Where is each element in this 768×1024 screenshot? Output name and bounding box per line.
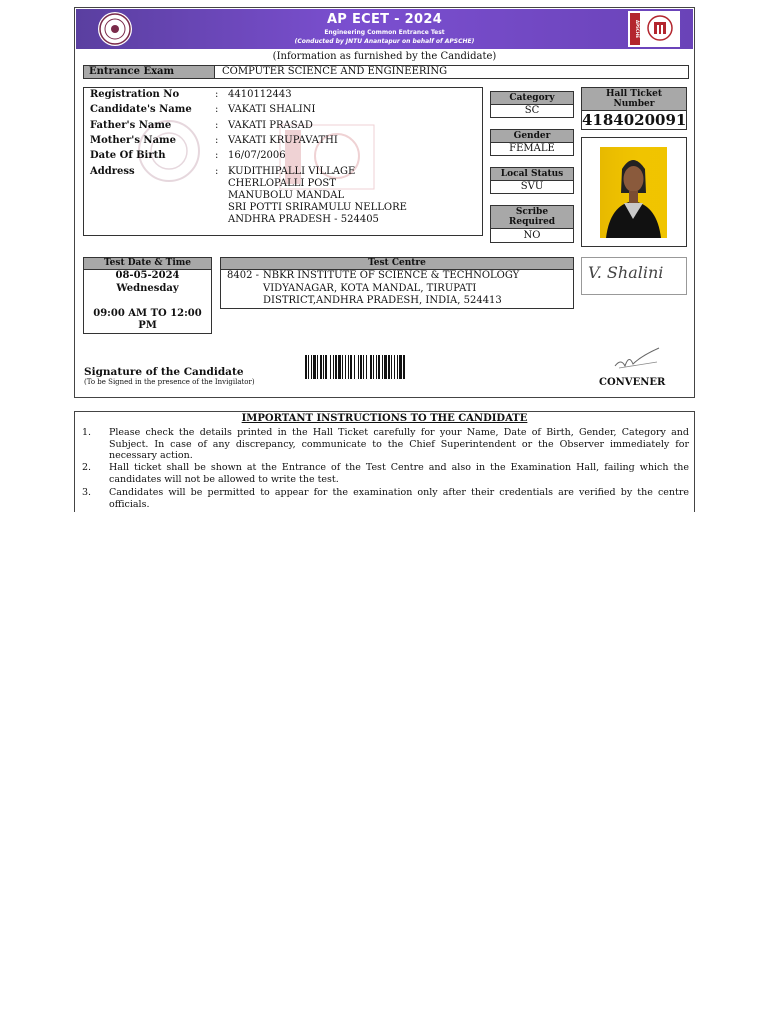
- address-label: Address: [90, 166, 135, 177]
- barcode-bar: [342, 355, 343, 379]
- scribe-value: NO: [490, 228, 574, 243]
- address-line: KUDITHIPALLI VILLAGE: [228, 166, 356, 177]
- father-name-value: VAKATI PRASAD: [228, 120, 313, 131]
- test-time-suffix: PM: [138, 320, 157, 331]
- barcode-bar: [363, 355, 364, 379]
- barcode-bar: [399, 355, 402, 379]
- candidate-signature-box: [581, 257, 687, 295]
- candidate-signature: V. Shalini: [588, 263, 664, 282]
- test-date: 08-05-2024: [115, 270, 180, 281]
- barcode-bar: [397, 355, 398, 379]
- barcode-bar: [308, 355, 309, 379]
- barcode-bar: [384, 355, 387, 379]
- exam-title: AP ECET - 2024: [326, 12, 443, 27]
- info-note: (Information as furnished by the Candidate): [272, 51, 497, 62]
- test-centre-box: [220, 257, 574, 309]
- barcode-bar: [317, 355, 318, 379]
- colon: :: [215, 120, 219, 131]
- test-centre-line: VIDYANAGAR, KOTA MANDAL, TIRUPATI: [263, 282, 477, 294]
- entrance-exam-label: Entrance Exam: [83, 65, 215, 79]
- colon: :: [215, 166, 219, 177]
- barcode-bar: [376, 355, 377, 379]
- signature-note: (To be Signed in the presence of the Invigilator): [84, 378, 255, 386]
- test-centre-line: NBKR INSTITUTE OF SCIENCE & TECHNOLOGY: [263, 270, 520, 281]
- scribe-label-line: Required: [508, 217, 556, 227]
- barcode-bar: [323, 355, 324, 379]
- barcode-bar: [360, 355, 362, 379]
- instruction-text: Candidates will be permitted to appear for the examination only after their credentials are verified by the centre officials.: [109, 487, 689, 510]
- scribe-label: [490, 205, 574, 229]
- barcode-icon: [305, 355, 465, 379]
- convener-label: CONVENER: [599, 377, 666, 388]
- address-line: MANUBOLU MANDAL: [228, 190, 345, 201]
- barcode-bar: [311, 355, 312, 379]
- registration-label: Registration No: [90, 89, 180, 100]
- barcode-bar: [366, 355, 367, 379]
- barcode-bar: [313, 355, 316, 379]
- category-label: Category: [490, 91, 574, 105]
- exam-subtitle: Engineering Common Entrance Test: [324, 29, 445, 36]
- address-line: SRI POTTI SRIRAMULU NELLORE: [228, 202, 407, 213]
- signature-label: Signature of the Candidate: [84, 366, 244, 378]
- mother-name-value: VAKATI KRUPAVATHI: [228, 135, 338, 146]
- registration-value: 4410112443: [228, 89, 292, 100]
- barcode-bar: [350, 355, 352, 379]
- address-value: [228, 166, 407, 226]
- test-centre-code: 8402 -: [227, 270, 260, 281]
- test-day: Wednesday: [116, 283, 179, 294]
- address-line: CHERLOPALLI POST: [228, 178, 336, 189]
- hall-ticket-label-line: Number: [613, 99, 655, 109]
- entrance-exam-value: COMPUTER SCIENCE AND ENGINEERING: [214, 65, 689, 79]
- colon: :: [215, 104, 219, 115]
- category-value: SC: [490, 104, 574, 118]
- barcode-bar: [305, 355, 307, 379]
- dob-label: Date Of Birth: [90, 150, 166, 161]
- instruction-text: Please check the details printed in the Hall Ticket carefully for your Name, Date of Birth, Gender, Category and Subject. In case of any discrepancy, communicate to the Chief Superintendent or the Observer immediately for necessary action.: [109, 427, 689, 461]
- colon: :: [215, 135, 219, 146]
- hall-ticket-number: 4184020091: [582, 111, 687, 129]
- barcode-bar: [394, 355, 395, 379]
- candidate-photo-icon: [600, 147, 667, 238]
- apsche-logo-text: APSCHE: [630, 13, 640, 45]
- test-date-label: Test Date & Time: [83, 257, 212, 270]
- father-name-label: Father's Name: [90, 120, 172, 131]
- barcode-bar: [330, 355, 331, 379]
- barcode-bar: [391, 355, 392, 379]
- test-date-box: [83, 257, 212, 334]
- barcode-bar: [370, 355, 372, 379]
- conducted-by: (Conducted by JNTU Anantapur on behalf of APSCHE): [294, 38, 475, 45]
- apsche-logo-icon: [628, 11, 680, 47]
- barcode-bar: [335, 355, 337, 379]
- barcode-bar: [382, 355, 383, 379]
- instructions-title: IMPORTANT INSTRUCTIONS TO THE CANDIDATE: [241, 413, 528, 424]
- barcode-bar: [348, 355, 349, 379]
- test-time: 09:00 AM TO 12:00: [93, 308, 202, 319]
- barcode-bar: [403, 355, 405, 379]
- hall-ticket-label: [581, 87, 687, 111]
- barcode-bar: [345, 355, 346, 379]
- scribe-label-line: Scribe: [515, 207, 549, 217]
- barcode-bar: [354, 355, 355, 379]
- address-line: ANDHRA PRADESH - 524405: [228, 214, 379, 225]
- instruction-number: 1.: [82, 427, 92, 438]
- mother-name-label: Mother's Name: [90, 135, 176, 146]
- gender-value: FEMALE: [490, 142, 574, 156]
- colon: :: [215, 150, 219, 161]
- gender-label: Gender: [490, 129, 574, 143]
- barcode-bar: [358, 355, 359, 379]
- test-centre-line: DISTRICT,ANDHRA PRADESH, INDIA, 524413: [263, 295, 502, 306]
- barcode-bar: [325, 355, 327, 379]
- photo-frame: [581, 137, 687, 247]
- candidate-name-value: VAKATI SHALINI: [228, 104, 316, 115]
- test-centre-label: Test Centre: [220, 257, 574, 270]
- barcode-bar: [333, 355, 334, 379]
- instruction-number: 2.: [82, 462, 92, 473]
- dob-value: 16/07/2006: [228, 150, 286, 161]
- barcode-bar: [320, 355, 322, 379]
- convener-signature-icon: [611, 344, 663, 372]
- instructions-box: [74, 411, 695, 512]
- candidate-name-label: Candidate's Name: [90, 104, 192, 115]
- hall-ticket-label-line: Hall Ticket: [605, 89, 663, 99]
- barcode-bar: [388, 355, 390, 379]
- barcode-bar: [378, 355, 380, 379]
- local-status-value: SVU: [490, 180, 574, 194]
- candidate-details-box: [83, 87, 483, 236]
- colon: :: [215, 89, 219, 100]
- instruction-text: Hall ticket shall be shown at the Entrance of the Test Centre and also in the Examination Hall, failing which the candidates will not be allowed to write the test.: [109, 462, 689, 485]
- local-status-label: Local Status: [490, 167, 574, 181]
- header-banner: [76, 9, 693, 49]
- barcode-bar: [373, 355, 374, 379]
- instruction-number: 3.: [82, 487, 92, 498]
- barcode-bar: [338, 355, 341, 379]
- test-centre-address: [263, 270, 519, 308]
